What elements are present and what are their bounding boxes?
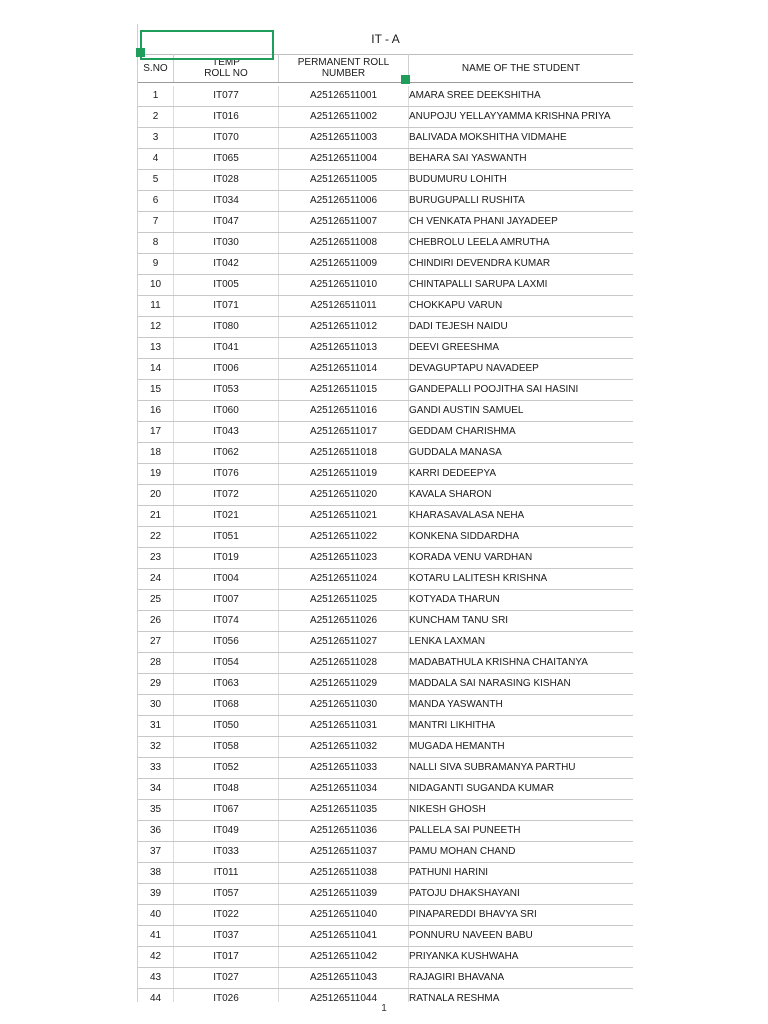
table-row — [138, 947, 633, 968]
cell-temp-roll[interactable]: IT062 — [174, 443, 279, 463]
table-row — [138, 485, 633, 506]
cell-permanent-roll[interactable]: A25126511001 — [279, 86, 409, 106]
cell-sno[interactable]: 26 — [138, 611, 174, 631]
cell-temp-roll[interactable]: IT030 — [174, 233, 279, 253]
header-permanent-roll-label: PERMANENT ROLL NUMBER — [297, 57, 390, 79]
table-row — [138, 590, 633, 611]
cell-permanent-roll[interactable]: A25126511010 — [279, 275, 409, 295]
cell-sno[interactable]: 34 — [138, 779, 174, 799]
table-row — [138, 653, 633, 674]
cell-student-name[interactable]: DEVAGUPTAPU NAVADEEP — [409, 363, 539, 374]
cell-student-name[interactable]: NALLI SIVA SUBRAMANYA PARTHU — [409, 762, 576, 773]
cell-student-name[interactable]: ANUPOJU YELLAYYAMMA KRISHNA PRIYA — [409, 111, 611, 122]
cell-temp-roll[interactable]: IT053 — [174, 380, 279, 400]
table-row — [138, 86, 633, 107]
header-temp-roll[interactable] — [174, 54, 279, 82]
cell-student-name[interactable]: MUGADA HEMANTH — [409, 741, 505, 752]
cell-student-name[interactable]: PRIYANKA KUSHWAHA — [409, 951, 519, 962]
cell-permanent-roll[interactable]: A25126511009 — [279, 254, 409, 274]
cell-temp-roll[interactable]: IT016 — [174, 107, 279, 127]
cell-temp-roll[interactable]: IT077 — [174, 86, 279, 106]
table-row — [138, 779, 633, 800]
cell-sno[interactable]: 30 — [138, 695, 174, 715]
page-number: 1 — [381, 1003, 387, 1014]
cell-permanent-roll[interactable]: A25126511034 — [279, 779, 409, 799]
header-temp-roll-label: TEMP ROLL NO — [204, 57, 248, 79]
cell-sno[interactable]: 22 — [138, 527, 174, 547]
cell-student-name[interactable]: KAVALA SHARON — [409, 489, 492, 500]
cell-sno[interactable]: 39 — [138, 884, 174, 904]
cell-sno[interactable]: 29 — [138, 674, 174, 694]
cell-temp-roll[interactable]: IT050 — [174, 716, 279, 736]
table-row — [138, 863, 633, 884]
header-sno[interactable] — [138, 54, 174, 82]
table-row — [138, 443, 633, 464]
table-body — [138, 86, 633, 1002]
cell-temp-roll[interactable]: IT052 — [174, 758, 279, 778]
cell-student-name[interactable]: CHINTAPALLI SARUPA LAXMI — [409, 279, 548, 290]
table-row — [138, 464, 633, 485]
cell-permanent-roll[interactable]: A25126511005 — [279, 170, 409, 190]
table-row — [138, 905, 633, 926]
cell-permanent-roll[interactable]: A25126511032 — [279, 737, 409, 757]
cell-permanent-roll[interactable]: A25126511042 — [279, 947, 409, 967]
cell-sno[interactable]: 9 — [138, 254, 174, 274]
cell-temp-roll[interactable]: IT028 — [174, 170, 279, 190]
cell-permanent-roll[interactable]: A25126511013 — [279, 338, 409, 358]
sheet-title: IT - A — [138, 24, 633, 55]
cell-sno[interactable]: 6 — [138, 191, 174, 211]
cell-student-name[interactable]: CHOKKAPU VARUN — [409, 300, 503, 311]
cell-sno[interactable]: 31 — [138, 716, 174, 736]
cell-sno[interactable]: 10 — [138, 275, 174, 295]
cell-student-name[interactable]: PAMU MOHAN CHAND — [409, 846, 516, 857]
cell-sno[interactable]: 35 — [138, 800, 174, 820]
cell-temp-roll[interactable]: IT076 — [174, 464, 279, 484]
cell-student-name[interactable]: PATHUNI HARINI — [409, 867, 489, 878]
header-sno-label: S.NO — [143, 62, 168, 74]
cell-sno[interactable]: 19 — [138, 464, 174, 484]
cell-permanent-roll[interactable]: A25126511030 — [279, 695, 409, 715]
cell-permanent-roll[interactable]: A25126511038 — [279, 863, 409, 883]
cell-permanent-roll[interactable]: A25126511029 — [279, 674, 409, 694]
cell-sno[interactable]: 18 — [138, 443, 174, 463]
cell-permanent-roll[interactable]: A25126511044 — [279, 989, 409, 1002]
cell-student-name[interactable]: GANDEPALLI POOJITHA SAI HASINI — [409, 384, 579, 395]
cell-temp-roll[interactable]: IT047 — [174, 212, 279, 232]
cell-temp-roll[interactable]: IT041 — [174, 338, 279, 358]
cell-sno[interactable]: 11 — [138, 296, 174, 316]
cell-sno[interactable]: 16 — [138, 401, 174, 421]
cell-sno[interactable]: 15 — [138, 380, 174, 400]
cell-sno[interactable]: 7 — [138, 212, 174, 232]
cell-sno[interactable]: 42 — [138, 947, 174, 967]
cell-sno[interactable]: 4 — [138, 149, 174, 169]
cell-temp-roll[interactable]: IT070 — [174, 128, 279, 148]
cell-temp-roll[interactable]: IT019 — [174, 548, 279, 568]
cell-permanent-roll[interactable]: A25126511004 — [279, 149, 409, 169]
cell-permanent-roll[interactable]: A25126511041 — [279, 926, 409, 946]
cell-permanent-roll[interactable]: A25126511023 — [279, 548, 409, 568]
cell-student-name[interactable]: KHARASAVALASA NEHA — [409, 510, 525, 521]
cell-temp-roll[interactable]: IT043 — [174, 422, 279, 442]
cell-sno[interactable]: 32 — [138, 737, 174, 757]
cell-sno[interactable]: 3 — [138, 128, 174, 148]
cell-permanent-roll[interactable]: A25126511007 — [279, 212, 409, 232]
cell-student-name[interactable]: PATOJU DHAKSHAYANI — [409, 888, 520, 899]
cell-student-name[interactable]: RAJAGIRI BHAVANA — [409, 972, 505, 983]
table-row — [138, 548, 633, 569]
cell-sno[interactable]: 12 — [138, 317, 174, 337]
selection-handle-top-left[interactable] — [136, 48, 145, 57]
selection-handle-bottom-right[interactable] — [401, 75, 410, 84]
table-row — [138, 296, 633, 317]
cell-permanent-roll[interactable]: A25126511036 — [279, 821, 409, 841]
spreadsheet-grid — [137, 24, 633, 1002]
table-row — [138, 338, 633, 359]
cell-student-name[interactable]: BURUGUPALLI RUSHITA — [409, 195, 525, 206]
cell-sno[interactable]: 24 — [138, 569, 174, 589]
cell-temp-roll[interactable]: IT034 — [174, 191, 279, 211]
cell-student-name[interactable]: DEEVI GREESHMA — [409, 342, 500, 353]
table-row — [138, 695, 633, 716]
cell-student-name[interactable]: CHEBROLU LEELA AMRUTHA — [409, 237, 550, 248]
table-row — [138, 128, 633, 149]
table-row — [138, 422, 633, 443]
cell-student-name[interactable]: BUDUMURU LOHITH — [409, 174, 507, 185]
cell-student-name[interactable]: MANTRI LIKHITHA — [409, 720, 496, 731]
cell-temp-roll[interactable]: IT058 — [174, 737, 279, 757]
cell-temp-roll[interactable]: IT067 — [174, 800, 279, 820]
cell-sno[interactable]: 20 — [138, 485, 174, 505]
table-row — [138, 821, 633, 842]
cell-permanent-roll[interactable]: A25126511024 — [279, 569, 409, 589]
cell-student-name[interactable]: PALLELA SAI PUNEETH — [409, 825, 521, 836]
cell-student-name[interactable]: BALIVADA MOKSHITHA VIDMAHE — [409, 132, 567, 143]
cell-permanent-roll[interactable]: A25126511014 — [279, 359, 409, 379]
header-student-name[interactable] — [409, 54, 633, 82]
cell-temp-roll[interactable]: IT048 — [174, 779, 279, 799]
cell-permanent-roll[interactable]: A25126511039 — [279, 884, 409, 904]
cell-student-name[interactable]: KUNCHAM TANU SRI — [409, 615, 509, 626]
cell-permanent-roll[interactable]: A25126511003 — [279, 128, 409, 148]
table-row — [138, 506, 633, 527]
cell-sno[interactable]: 25 — [138, 590, 174, 610]
cell-temp-roll[interactable]: IT007 — [174, 590, 279, 610]
cell-permanent-roll[interactable]: A25126511025 — [279, 590, 409, 610]
table-row — [138, 233, 633, 254]
header-row — [138, 54, 633, 83]
cell-temp-roll[interactable]: IT042 — [174, 254, 279, 274]
cell-student-name[interactable]: PONNURU NAVEEN BABU — [409, 930, 533, 941]
cell-temp-roll[interactable]: IT056 — [174, 632, 279, 652]
table-row — [138, 737, 633, 758]
cell-permanent-roll[interactable]: A25126511033 — [279, 758, 409, 778]
cell-temp-roll[interactable]: IT080 — [174, 317, 279, 337]
cell-student-name[interactable]: DADI TEJESH NAIDU — [409, 321, 508, 332]
header-permanent-roll[interactable] — [279, 54, 409, 82]
table-row — [138, 926, 633, 947]
cell-student-name[interactable]: RATNALA RESHMA — [409, 993, 500, 1002]
table-row — [138, 401, 633, 422]
cell-permanent-roll[interactable]: A25126511018 — [279, 443, 409, 463]
cell-temp-roll[interactable]: IT037 — [174, 926, 279, 946]
cell-sno[interactable]: 5 — [138, 170, 174, 190]
cell-student-name[interactable]: LENKA LAXMAN — [409, 636, 486, 647]
table-row — [138, 191, 633, 212]
cell-temp-roll[interactable]: IT004 — [174, 569, 279, 589]
cell-student-name[interactable]: BEHARA SAI YASWANTH — [409, 153, 527, 164]
cell-temp-roll[interactable]: IT063 — [174, 674, 279, 694]
cell-temp-roll[interactable]: IT068 — [174, 695, 279, 715]
cell-permanent-roll[interactable]: A25126511019 — [279, 464, 409, 484]
cell-permanent-roll[interactable]: A25126511031 — [279, 716, 409, 736]
cell-temp-roll[interactable]: IT033 — [174, 842, 279, 862]
cell-permanent-roll[interactable]: A25126511016 — [279, 401, 409, 421]
cell-temp-roll[interactable]: IT054 — [174, 653, 279, 673]
cell-temp-roll[interactable]: IT072 — [174, 485, 279, 505]
cell-temp-roll[interactable]: IT051 — [174, 527, 279, 547]
table-row — [138, 884, 633, 905]
cell-permanent-roll[interactable]: A25126511028 — [279, 653, 409, 673]
cell-student-name[interactable]: MADABATHULA KRISHNA CHAITANYA — [409, 657, 588, 668]
cell-permanent-roll[interactable]: A25126511008 — [279, 233, 409, 253]
cell-temp-roll[interactable]: IT074 — [174, 611, 279, 631]
table-row — [138, 275, 633, 296]
cell-temp-roll[interactable]: IT065 — [174, 149, 279, 169]
cell-student-name[interactable]: NIKESH GHOSH — [409, 804, 486, 815]
table-row — [138, 527, 633, 548]
cell-student-name[interactable]: GANDI AUSTIN SAMUEL — [409, 405, 524, 416]
table-row — [138, 674, 633, 695]
cell-sno[interactable]: 41 — [138, 926, 174, 946]
cell-sno[interactable]: 1 — [138, 86, 174, 106]
cell-temp-roll[interactable]: IT017 — [174, 947, 279, 967]
header-student-name-label: NAME OF THE STUDENT — [461, 62, 581, 74]
cell-sno[interactable]: 17 — [138, 422, 174, 442]
cell-permanent-roll[interactable]: A25126511002 — [279, 107, 409, 127]
cell-sno[interactable]: 38 — [138, 863, 174, 883]
table-row — [138, 107, 633, 128]
cell-sno[interactable]: 27 — [138, 632, 174, 652]
table-row — [138, 317, 633, 338]
cell-student-name[interactable]: CHINDIRI DEVENDRA KUMAR — [409, 258, 551, 269]
table-row — [138, 359, 633, 380]
table-row — [138, 611, 633, 632]
cell-temp-roll[interactable]: IT005 — [174, 275, 279, 295]
cell-student-name[interactable]: AMARA SREE DEEKSHITHA — [409, 90, 541, 101]
cell-student-name[interactable]: KOTARU LALITESH KRISHNA — [409, 573, 548, 584]
cell-student-name[interactable]: NIDAGANTI SUGANDA KUMAR — [409, 783, 555, 794]
cell-sno[interactable]: 36 — [138, 821, 174, 841]
cell-temp-roll[interactable]: IT021 — [174, 506, 279, 526]
cell-temp-roll[interactable]: IT060 — [174, 401, 279, 421]
cell-permanent-roll[interactable]: A25126511015 — [279, 380, 409, 400]
cell-permanent-roll[interactable]: A25126511035 — [279, 800, 409, 820]
table-row — [138, 380, 633, 401]
cell-sno[interactable]: 28 — [138, 653, 174, 673]
cell-sno[interactable]: 13 — [138, 338, 174, 358]
table-row — [138, 989, 633, 1002]
cell-permanent-roll[interactable]: A25126511026 — [279, 611, 409, 631]
cell-sno[interactable]: 2 — [138, 107, 174, 127]
cell-sno[interactable]: 44 — [138, 989, 174, 1002]
table-row — [138, 716, 633, 737]
cell-permanent-roll[interactable]: A25126511011 — [279, 296, 409, 316]
cell-student-name[interactable]: KOTYADA THARUN — [409, 594, 500, 605]
table-row — [138, 149, 633, 170]
cell-temp-roll[interactable]: IT057 — [174, 884, 279, 904]
cell-student-name[interactable]: GUDDALA MANASA — [409, 447, 502, 458]
cell-student-name[interactable]: KONKENA SIDDARDHA — [409, 531, 520, 542]
cell-sno[interactable]: 8 — [138, 233, 174, 253]
cell-permanent-roll[interactable]: A25126511022 — [279, 527, 409, 547]
cell-temp-roll[interactable]: IT027 — [174, 968, 279, 988]
cell-student-name[interactable]: GEDDAM CHARISHMA — [409, 426, 516, 437]
cell-temp-roll[interactable]: IT026 — [174, 989, 279, 1002]
cell-temp-roll[interactable]: IT011 — [174, 863, 279, 883]
table-row — [138, 758, 633, 779]
cell-permanent-roll[interactable]: A25126511017 — [279, 422, 409, 442]
cell-permanent-roll[interactable]: A25126511021 — [279, 506, 409, 526]
table-row — [138, 842, 633, 863]
cell-student-name[interactable]: KORADA VENU VARDHAN — [409, 552, 533, 563]
cell-student-name[interactable]: KARRI DEDEEPYA — [409, 468, 497, 479]
cell-sno[interactable]: 37 — [138, 842, 174, 862]
cell-permanent-roll[interactable]: A25126511040 — [279, 905, 409, 925]
cell-temp-roll[interactable]: IT006 — [174, 359, 279, 379]
cell-sno[interactable]: 40 — [138, 905, 174, 925]
table-row — [138, 632, 633, 653]
cell-temp-roll[interactable]: IT049 — [174, 821, 279, 841]
cell-student-name[interactable]: CH VENKATA PHANI JAYADEEP — [409, 216, 558, 227]
cell-permanent-roll[interactable]: A25126511037 — [279, 842, 409, 862]
cell-permanent-roll[interactable]: A25126511020 — [279, 485, 409, 505]
cell-temp-roll[interactable]: IT071 — [174, 296, 279, 316]
cell-sno[interactable]: 21 — [138, 506, 174, 526]
cell-sno[interactable]: 14 — [138, 359, 174, 379]
cell-permanent-roll[interactable]: A25126511012 — [279, 317, 409, 337]
table-row — [138, 968, 633, 989]
cell-permanent-roll[interactable]: A25126511006 — [279, 191, 409, 211]
cell-sno[interactable]: 23 — [138, 548, 174, 568]
table-row — [138, 569, 633, 590]
table-row — [138, 800, 633, 821]
cell-temp-roll[interactable]: IT022 — [174, 905, 279, 925]
table-row — [138, 170, 633, 191]
cell-student-name[interactable]: MADDALA SAI NARASING KISHAN — [409, 678, 571, 689]
table-row — [138, 212, 633, 233]
cell-permanent-roll[interactable]: A25126511027 — [279, 632, 409, 652]
table-row — [138, 254, 633, 275]
cell-sno[interactable]: 43 — [138, 968, 174, 988]
cell-student-name[interactable]: PINAPAREDDI BHAVYA SRI — [409, 909, 537, 920]
cell-sno[interactable]: 33 — [138, 758, 174, 778]
cell-student-name[interactable]: MANDA YASWANTH — [409, 699, 503, 710]
cell-permanent-roll[interactable]: A25126511043 — [279, 968, 409, 988]
